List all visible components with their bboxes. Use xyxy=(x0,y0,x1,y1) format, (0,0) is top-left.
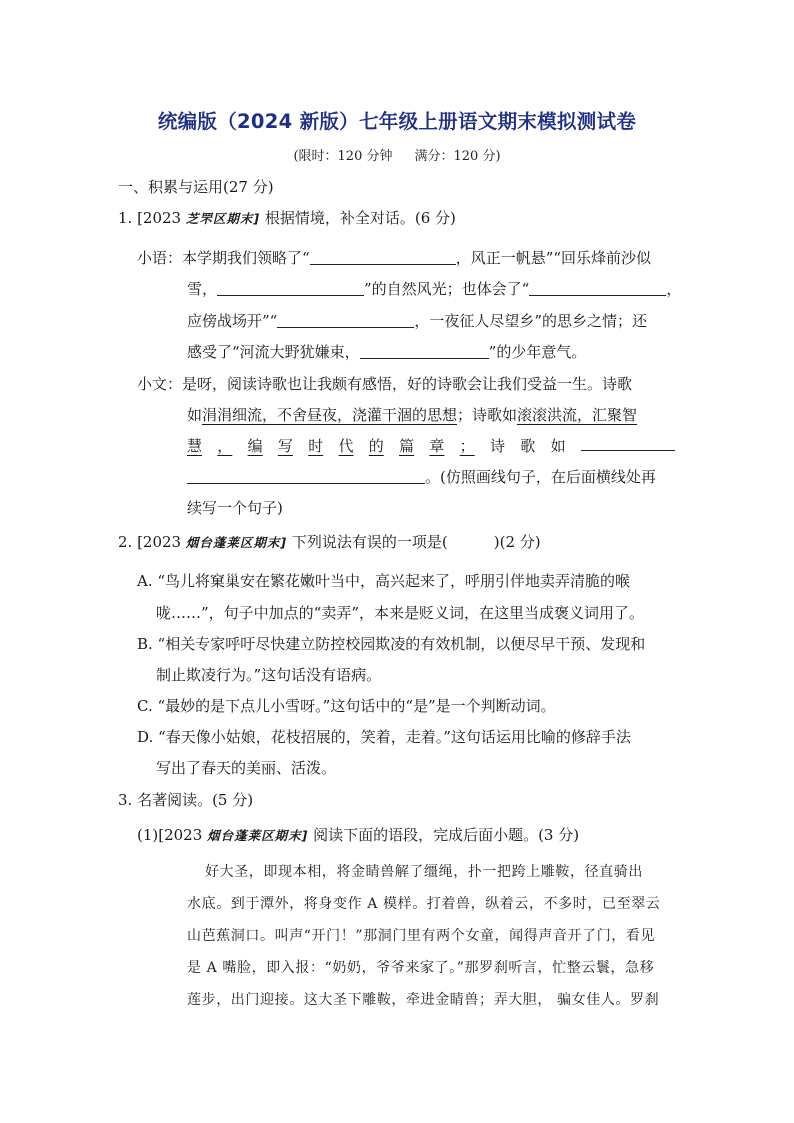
dialogue-line: 续写一个句子) xyxy=(187,499,283,517)
dialogue-line xyxy=(187,436,675,456)
dialogue-text: ；诗歌如 xyxy=(457,406,518,424)
question-prompt: )(2 分) xyxy=(493,533,541,551)
question-prompt: 下列说法有误的一项是( xyxy=(291,533,448,551)
dialogue-line xyxy=(187,279,681,299)
underlined-char: 的 xyxy=(368,437,384,455)
dialogue-line xyxy=(187,342,586,362)
full-score: 满分：120 分) xyxy=(414,149,501,164)
passage-line: 山芭蕉洞口。叫声“开门！”那洞门里有两个女童，闻得声音开了门，看见 xyxy=(187,928,656,944)
option-b-cont: 制止欺凌行为。”这句话没有语病。 xyxy=(156,666,382,684)
dialogue-char: 歌 xyxy=(520,437,536,455)
dialogue-text: 感受了“河流大野犹嫌束， xyxy=(187,343,360,361)
question-number: 1. [2023 xyxy=(118,209,182,227)
underlined-char: ； xyxy=(459,437,475,455)
underlined-char: 章 xyxy=(429,437,445,455)
option-c: C. “最妙的是下点儿小雪呀。”这句话中的“是”是一个判断动词。 xyxy=(137,697,556,715)
section-heading: 一、积累与运用(27 分) xyxy=(118,178,274,196)
passage-line: 好大圣，即现本相，将金睛兽解了缰绳，扑一把跨上雕鞍，径直骑出 xyxy=(205,864,643,880)
answer-blank[interactable] xyxy=(310,250,456,265)
underlined-sentence: 滚滚洪流，汇聚智 xyxy=(517,406,638,424)
dialogue-line xyxy=(187,311,647,331)
dialogue-text: 是呀，阅读诗歌也让我颇有感悟，好的诗歌会让我们受益一生。诗歌 xyxy=(182,375,633,393)
underlined-char: 篇 xyxy=(399,437,415,455)
passage-line: 是 A 嘴脸，即入报：“奶奶，爷爷来家了。”那罗刹听言，忙整云鬟，急移 xyxy=(187,960,655,976)
speaker-label: 小语： xyxy=(137,249,183,267)
passage-line: 水底。到于潭外，将身变作 A 模样。打着兽，纵着云，不多时，已至翠云 xyxy=(187,896,661,912)
dialogue-char: 诗 xyxy=(489,437,505,455)
underlined-char: 代 xyxy=(338,437,354,455)
dialogue-text: 如 xyxy=(187,406,203,424)
dialogue-text: 应傍战场开”“ xyxy=(187,312,278,330)
dialogue-text: ”的自然风光；也体会了“ xyxy=(364,280,530,298)
question-source: 烟台蓬莱区期末] xyxy=(185,535,288,550)
question-3-header: 3. 名著阅读。(5 分) xyxy=(118,791,254,809)
question-prompt: 根据情境，补全对话。(6 分) xyxy=(264,209,456,227)
dialogue-text: 。(仿照画线句子，在后面横线处再 xyxy=(425,468,656,486)
question-2-header xyxy=(118,532,541,553)
dialogue-text: ， xyxy=(666,280,682,298)
question-1-header xyxy=(118,208,456,229)
answer-blank[interactable] xyxy=(217,281,364,296)
dialogue-text: 雪， xyxy=(187,280,218,298)
exam-info xyxy=(0,145,794,164)
answer-blank[interactable] xyxy=(581,436,675,451)
answer-blank[interactable] xyxy=(529,281,666,296)
underlined-char: 写 xyxy=(277,437,293,455)
option-a-cont: 咙……”，句子中加点的“卖弄”，本来是贬义词，在这里当成褒义词用了。 xyxy=(156,604,645,622)
dialogue-text: ，一夜征人尽望乡”的思乡之情；还 xyxy=(414,312,648,330)
dialogue-line xyxy=(187,405,637,425)
option-a: A. “鸟儿将窠巢安在繁花嫩叶当中，高兴起来了，呼朋引伴地卖弄清脆的喉 xyxy=(137,572,631,590)
question-source: 芝罘区期末] xyxy=(185,211,261,226)
page-title: 统编版（2024 新版）七年级上册语文期末模拟测试卷 xyxy=(157,110,637,133)
dialogue-text: ，风正一帆悬”“回乐烽前沙似 xyxy=(455,249,652,267)
question-prompt: 阅读下面的语段，完成后面小题。(3 分) xyxy=(313,826,580,844)
underlined-char: 时 xyxy=(308,437,324,455)
passage-line: 莲步，出门迎接。这大圣下雕鞍，牵进金睛兽；弄大胆， 骗女佳人。罗刹 xyxy=(187,992,660,1008)
option-b: B. “相关专家呼吁尽快建立防控校园欺凌的有效机制，以便尽早干预、发现和 xyxy=(137,635,646,653)
option-d-cont: 写出了春天的美丽、活泼。 xyxy=(156,759,337,777)
dialogue-text: 本学期我们领略了“ xyxy=(182,249,310,267)
dialogue-text: ”的少年意气。 xyxy=(488,343,587,361)
dialogue-line xyxy=(137,248,651,268)
question-source: 烟台蓬莱区期末] xyxy=(207,828,309,843)
speaker-label: 小文： xyxy=(137,375,183,393)
sub-question-number: (1)[2023 xyxy=(137,826,203,844)
dialogue-char: 如 xyxy=(550,437,566,455)
time-limit: (限时：120 分钟 xyxy=(293,149,393,164)
question-number: 2. [2023 xyxy=(118,533,182,551)
answer-blank[interactable] xyxy=(360,344,489,359)
answer-blank[interactable] xyxy=(277,313,414,328)
underlined-char: ， xyxy=(217,437,233,455)
underlined-sentence: 涓涓细流，不舍昼夜，浇灌干涸的思想 xyxy=(202,406,458,424)
underlined-char: 编 xyxy=(247,437,263,455)
option-d: D. “春天像小姑娘，花枝招展的，笑着，走着。”这句话运用比喻的修辞手法 xyxy=(137,728,631,746)
dialogue-line xyxy=(187,467,656,487)
sub-question-header xyxy=(137,825,579,846)
underlined-char: 慧 xyxy=(187,437,203,455)
dialogue-line xyxy=(137,374,632,394)
answer-blank[interactable] xyxy=(187,469,425,484)
